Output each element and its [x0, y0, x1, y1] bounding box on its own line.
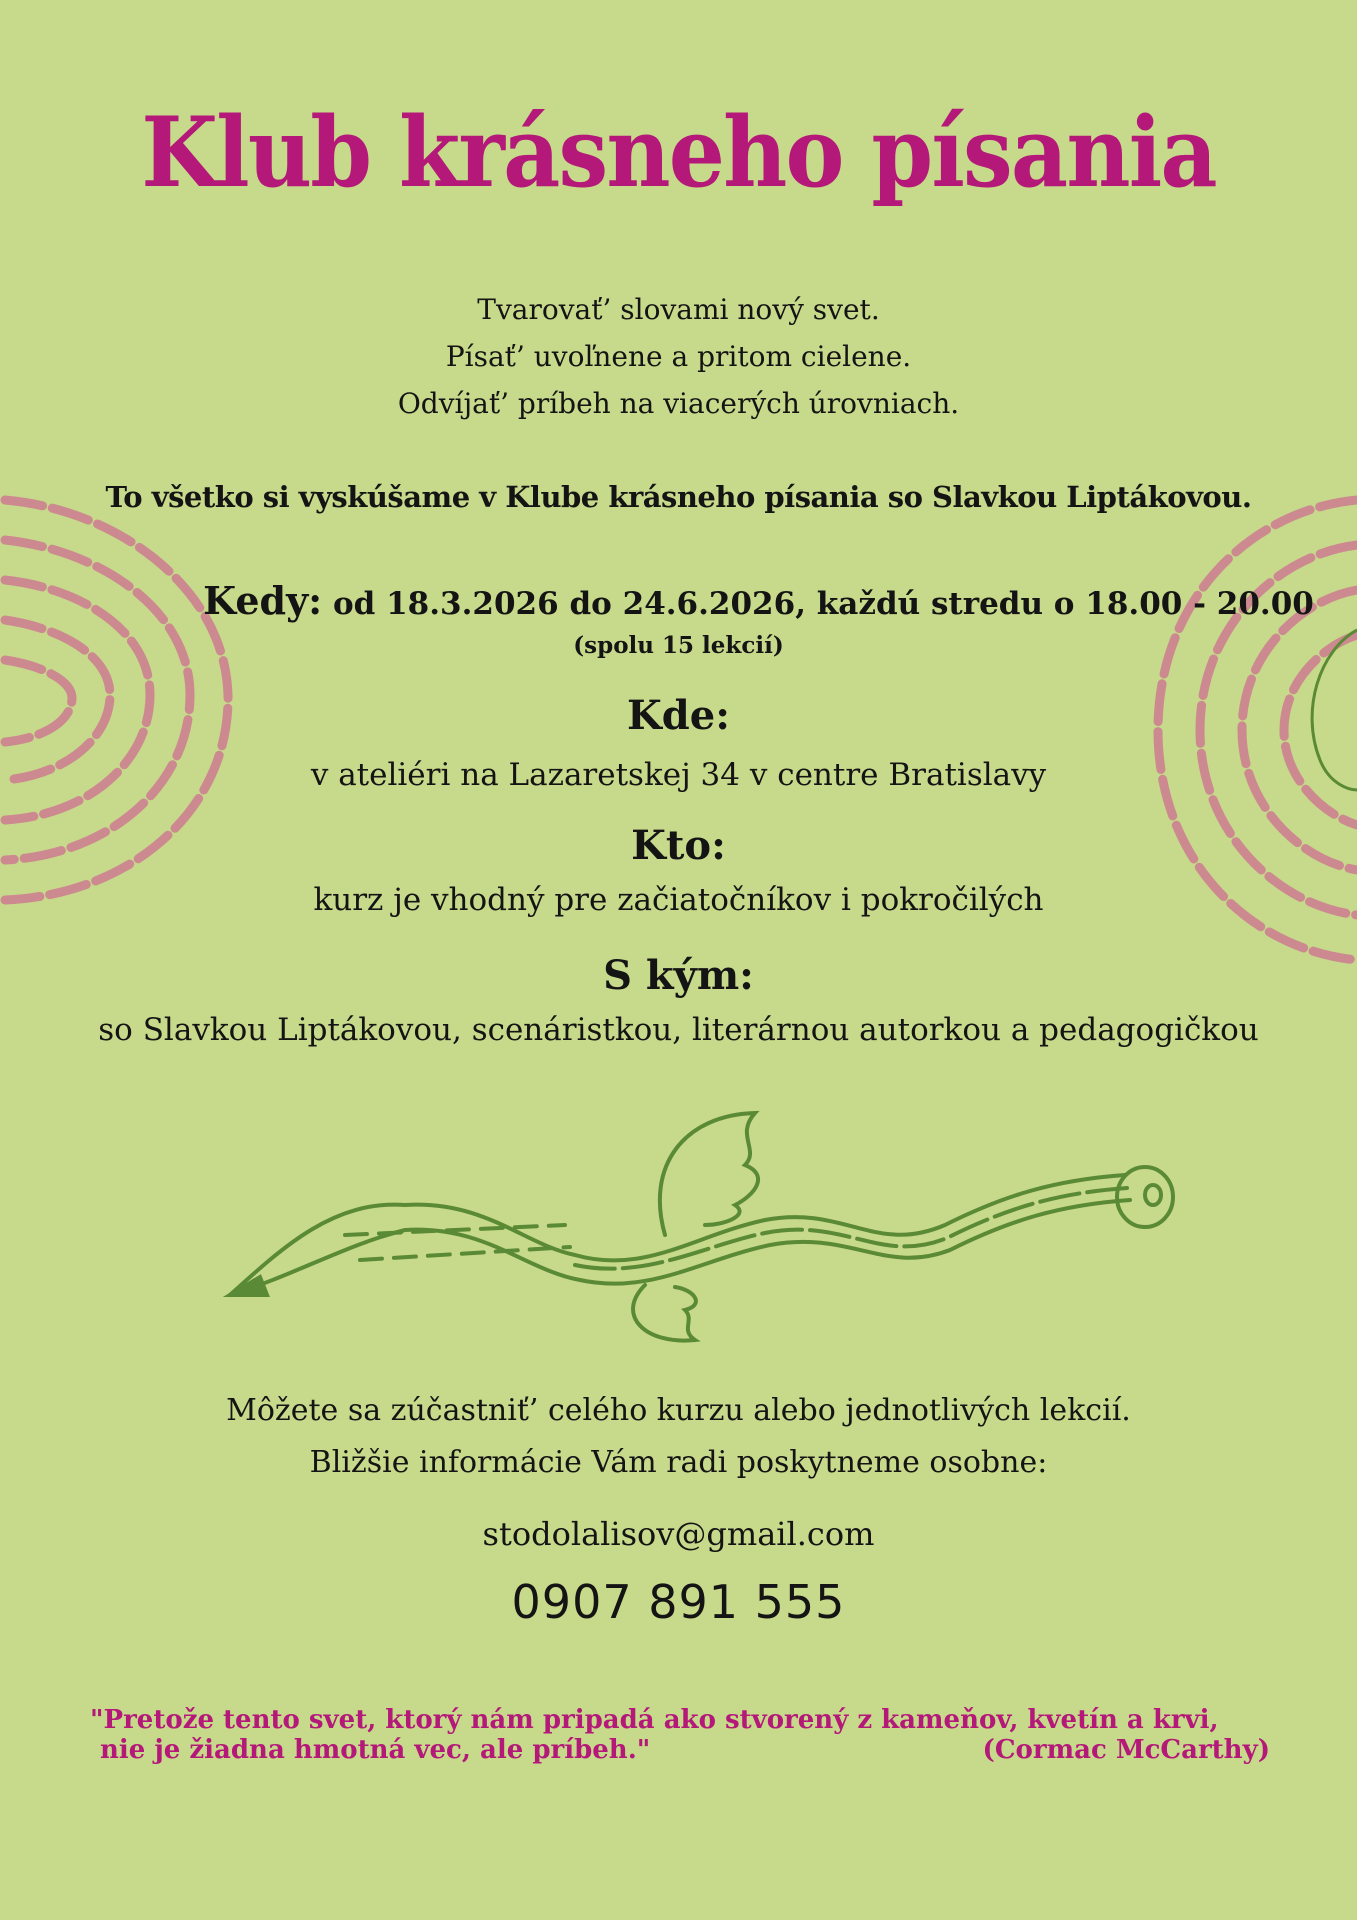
footer-line: Bližšie informácie Vám radi poskytneme osobne:	[309, 1445, 1048, 1480]
intro-text	[0, 286, 1357, 427]
quote-block	[90, 1705, 1270, 1765]
where-label: Kde:	[627, 692, 730, 739]
quote-line: "Pretože tento svet, ktorý nám pripadá ako stvorený z kameňov, kvetín a krvi,	[90, 1705, 1219, 1735]
with-whom-text: so Slavkou Liptákovou, scenáristkou, literárnou autorkou a pedagogičkou	[98, 1012, 1259, 1048]
contact-email[interactable]: stodolalisov@gmail.com	[482, 1515, 875, 1553]
who-text: kurz je vhodný pre začiatočníkov i pokročilých	[313, 882, 1044, 918]
when-label: Kedy:	[203, 578, 323, 623]
when-text: od 18.3.2026 do 24.6.2026, každú stredu o 18.00 - 20.00	[332, 586, 1314, 622]
intro-line: Odvíjať’ príbeh na viacerých úrovniach.	[397, 387, 960, 420]
footer-text	[0, 1385, 1357, 1489]
footer-line: Môžete sa zúčastniť’ celého kurzu alebo jednotlivých lekcií.	[226, 1393, 1131, 1428]
lesson-count-note: (spolu 15 lekcií)	[573, 632, 784, 659]
quote-author: (Cormac McCarthy)	[982, 1735, 1270, 1765]
winged-pencil-drawing	[225, 1105, 1185, 1350]
quote-line: nie je žiadna hmotná vec, ale príbeh."	[100, 1735, 651, 1765]
lead-text: To všetko si vyskúšame v Klube krásneho písania so Slavkou Liptákovou.	[105, 480, 1252, 514]
intro-line: Písať’ uvoľnene a pritom cielene.	[445, 340, 912, 373]
page-title: Klub krásneho písania	[141, 96, 1216, 209]
with-whom-label: S kým:	[603, 952, 754, 999]
where-text: v ateliéri na Lazaretskej 34 v centre Bratislavy	[310, 757, 1047, 793]
when-section	[0, 578, 1357, 623]
intro-line: Tvarovať’ slovami nový svet.	[477, 293, 880, 326]
who-label: Kto:	[631, 822, 726, 869]
contact-phone[interactable]: 0907 891 555	[511, 1575, 846, 1629]
